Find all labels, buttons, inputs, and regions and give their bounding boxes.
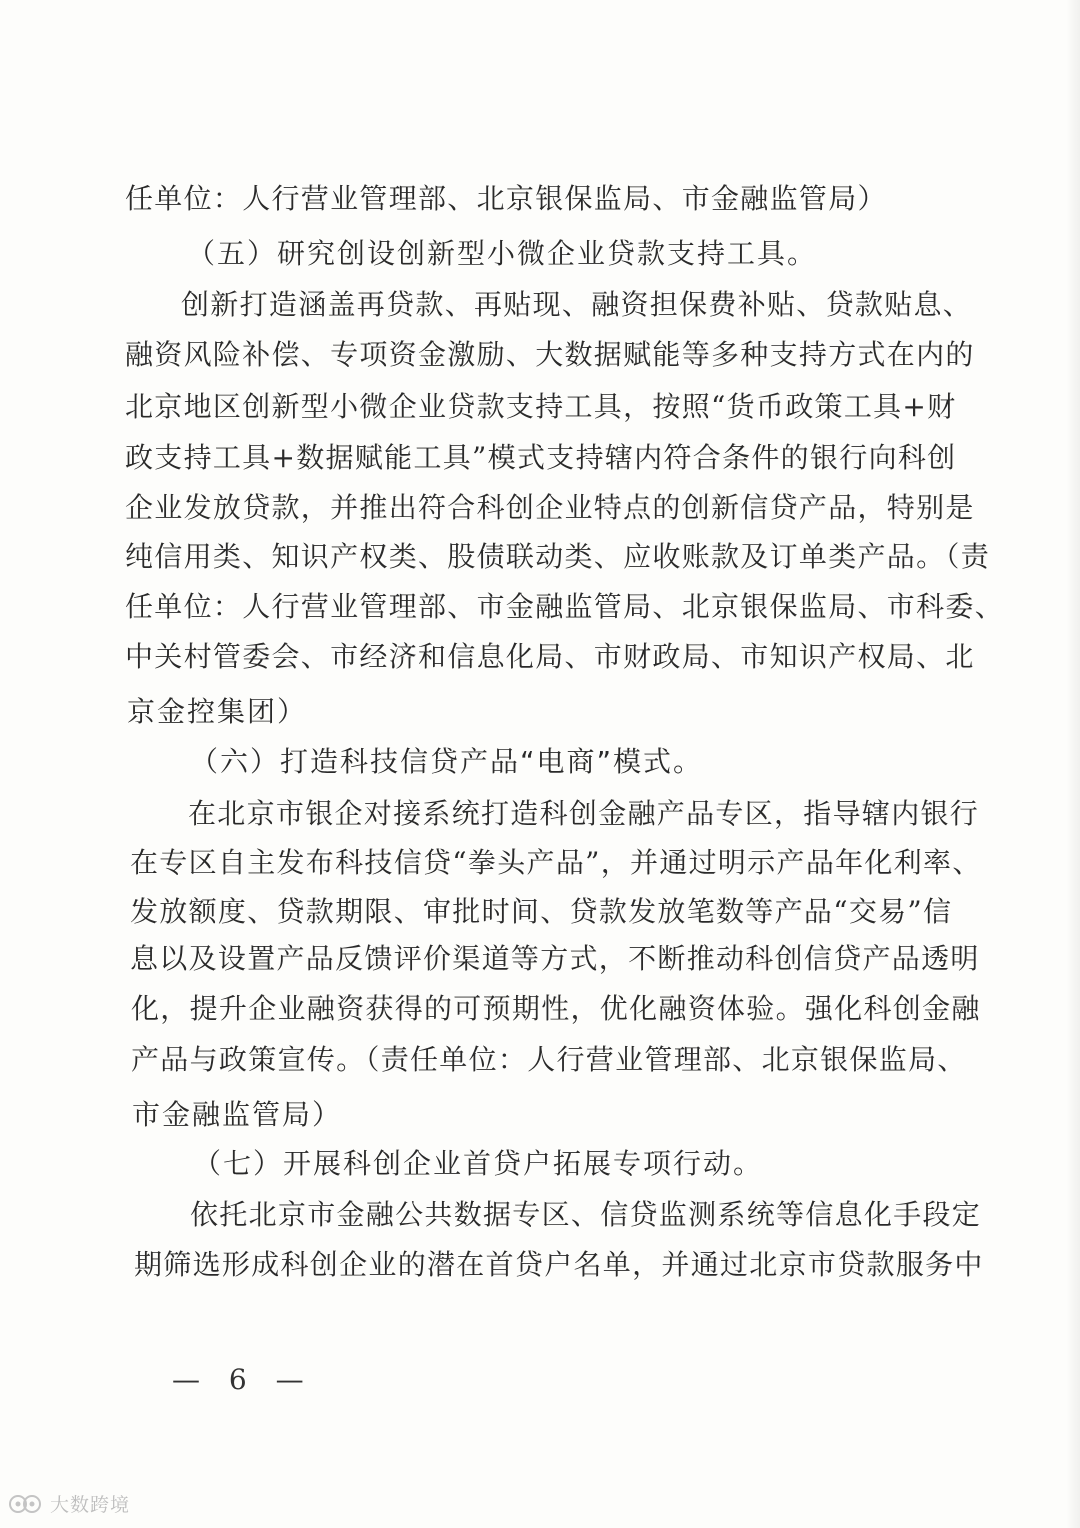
text-line: 在北京市银企对接系统打造科创金融产品专区，指导辖内银行: [188, 797, 980, 830]
page-edge-shadow: [1066, 0, 1080, 1528]
text-line: 产品与政策宣传。（责任单位：人行营业管理部、北京银保监局、: [131, 1043, 967, 1076]
text-line: 依托北京市金融公共数据专区、信贷监测系统等信息化手段定: [190, 1198, 982, 1231]
text-line: 息以及设置产品反馈评价渠道等方式，不断推动科创信贷产品透明: [130, 942, 980, 975]
text-line: 政支持工具+数据赋能工具”模式支持辖内符合条件的银行向科创: [125, 441, 957, 474]
text-line: 市金融监管局）: [132, 1098, 343, 1131]
watermark-text: 大数跨境: [50, 1494, 131, 1516]
text-line: 京金控集团）: [127, 695, 308, 728]
text-line: 在专区自主发布科技信贷“拳头产品”，并通过明示产品年化利率、: [130, 846, 982, 879]
text-line: 北京地区创新型小微企业贷款支持工具，按照“货币政策工具+财: [125, 390, 957, 423]
page-number: — 6 —: [172, 1363, 314, 1396]
text-line: 发放额度、贷款期限、审批时间、贷款发放笔数等产品“交易”信: [130, 895, 953, 928]
text-line: 融资风险补偿、专项资金激励、大数据赋能等多种支持方式在内的: [125, 338, 975, 371]
text-line: 纯信用类、知识产权类、股债联动类、应收账款及订单类产品。（责: [125, 540, 991, 573]
section-heading-6: （六）打造科技信贷产品“电商”模式。: [190, 745, 704, 778]
section-heading-7: （七）开展科创企业首贷户拓展专项行动。: [193, 1147, 764, 1180]
text-line: 化，提升企业融资获得的可预期性，优化融资体验。强化科创金融: [131, 992, 981, 1025]
text-line: 任单位：人行营业管理部、北京银保监局、市金融监管局）: [125, 182, 887, 215]
text-line: 企业发放贷款，并推出符合科创企业特点的创新信贷产品，特别是: [125, 491, 975, 524]
watermark: [8, 1490, 130, 1517]
text-line: 中关村管委会、市经济和信息化局、市财政局、市知识产权局、北: [125, 640, 975, 673]
text-line: 期筛选形成科创企业的潜在首贷户名单，并通过北京市贷款服务中: [134, 1248, 984, 1281]
watermark-logo-icon: [8, 1493, 46, 1515]
text-line: 创新打造涵盖再贷款、再贴现、融资担保费补贴、贷款贴息、: [181, 288, 973, 321]
section-heading-5: （五）研究创设创新型小微企业贷款支持工具。: [187, 237, 818, 270]
text-line: 任单位：人行营业管理部、市金融监管局、北京银保监局、市科委、: [125, 590, 1005, 623]
